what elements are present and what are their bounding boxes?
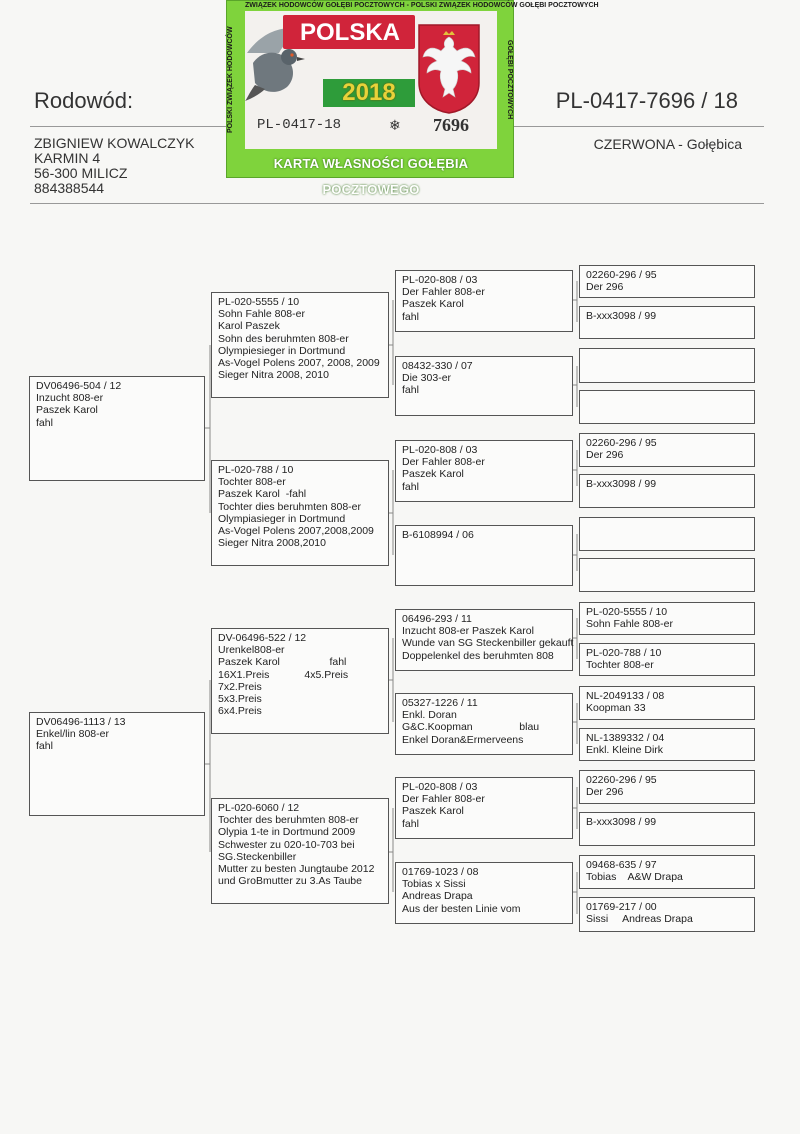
fff-line: Der Fahler 808-er [402, 286, 485, 299]
pedigree-mm [211, 798, 389, 904]
mfm-ring: 05327-1226 / 11 [402, 697, 478, 709]
pedigree-g4-11 [579, 686, 755, 720]
mff-line: Inzucht 808-er Paszek Karol [402, 625, 534, 638]
pedigree-g4-3 [579, 348, 755, 383]
father-line: Paszek Karol [36, 404, 98, 417]
pedigree-ffm [395, 356, 573, 416]
pedigree-mother [29, 712, 205, 816]
fm-line: Sieger Nitra 2008,2010 [218, 537, 326, 550]
mf-line: 6x4.Preis [218, 705, 262, 718]
mm-line: Mutter zu besten Jungtaube 2012 [218, 863, 375, 876]
mm-ring: PL-020-6060 / 12 [218, 802, 300, 814]
mf-line: Paszek Karol fahl [218, 656, 347, 669]
fff-line: Paszek Karol [402, 298, 464, 311]
g4-ring: PL-020-788 / 10 [586, 647, 662, 659]
g4-line: Koopman 33 [586, 702, 646, 715]
fmf-line: Paszek Karol [402, 468, 464, 481]
g4-line: Der 296 [586, 281, 624, 294]
g4-line: Sissi Andreas Drapa [586, 913, 693, 926]
snowflake-icon: ❄ [389, 117, 401, 133]
card-right-text: GOŁĘBI POCZTOWYCH [506, 40, 513, 120]
pedigree-g4-2 [579, 306, 755, 339]
card-top-text: ZWIĄZEK HODOWCÓW GOŁĘBI POCZTOWYCH - POLSKI ZWIĄZEK HODOWCÓW GOŁĘBI POCZTOWYCH [245, 2, 599, 9]
mfm-line: Enkel Doran&Ermerveens [402, 733, 524, 746]
mfm-line: Enkl. Doran [402, 709, 457, 722]
ff-line: Olympiesieger in Dortmund [218, 344, 346, 357]
card-left-text: POLSKI ZWIĄZEK HODOWCÓW [227, 26, 234, 134]
mother-ring: DV06496-1113 / 13 [36, 716, 126, 728]
pedigree-g4-12 [579, 728, 755, 761]
mf-line: Urenkel808-er [218, 644, 285, 657]
pedigree-mmf [395, 777, 573, 839]
mother-line: fahl [36, 740, 53, 753]
page-title: Rodowód: [34, 88, 134, 113]
pedigree-mfm [395, 693, 573, 755]
mm-line: Tochter des beruhmten 808-er [218, 814, 359, 827]
pedigree-g4-6 [579, 474, 755, 508]
fm-line: Olympiasieger in Dortmund [218, 512, 346, 525]
fmf-ring: PL-020-808 / 03 [402, 444, 478, 456]
fm-line: Tochter dies beruhmten 808-er [218, 500, 361, 513]
pedigree-father [29, 376, 205, 481]
pedigree-g4-4 [579, 390, 755, 424]
polska-title: POLSKA [299, 19, 400, 46]
pedigree-mmm [395, 862, 573, 924]
g4-ring: 01769-217 / 00 [586, 901, 657, 913]
ownership-card [226, 0, 599, 197]
pedigree-g4-5 [579, 433, 755, 467]
owner-name: ZBIGNIEW KOWALCZYK [34, 135, 195, 151]
mmm-line: Tobias x Sissi [402, 878, 466, 891]
g4-ring: 02260-296 / 95 [586, 437, 657, 449]
g4-ring: B-xxx3098 / 99 [586, 816, 657, 828]
mm-line: SG.Steckenbiller [218, 850, 297, 863]
g4-ring: 02260-296 / 95 [586, 269, 657, 281]
owner-phone: 884388544 [34, 180, 105, 196]
mfm-line: G&C.Koopman blau [402, 721, 540, 734]
fff-ring: PL-020-808 / 03 [402, 274, 478, 286]
fm-line: Tochter 808-er [218, 476, 286, 489]
pedigree-mff [395, 609, 573, 671]
card-ring-row [253, 113, 489, 139]
ff-line: Sieger Nitra 2008, 2010 [218, 369, 329, 382]
mf-line: 7x2.Preis [218, 680, 262, 693]
card-ring-code: PL-0417-18 [257, 117, 342, 133]
pedigree-ff [211, 292, 389, 398]
father-line: fahl [36, 416, 53, 429]
pedigree-g4-7 [579, 517, 755, 551]
mff-line: Wunde van SG Steckenbiller gekauft [402, 637, 574, 650]
ffm-ring: 08432-330 / 07 [402, 360, 473, 372]
mmf-line: fahl [402, 817, 419, 830]
color-sex: CZERWONA - Gołębica [593, 136, 742, 152]
card-caption: KARTA WŁASNOŚCI GOŁĘBIA POCZTOWEGO [273, 156, 469, 197]
ff-ring: PL-020-5555 / 10 [218, 296, 300, 308]
fm-line: As-Vogel Polens 2007,2008,2009 [218, 525, 374, 538]
g4-ring: PL-020-5555 / 10 [586, 606, 668, 618]
owner-street: KARMIN 4 [34, 150, 101, 166]
g4-ring: NL-2049133 / 08 [586, 690, 665, 702]
mm-line: und GroBmutter zu 3.As Taube [218, 875, 362, 888]
card-year: 2018 [342, 79, 396, 106]
ffm-line: fahl [402, 384, 419, 397]
mother-line: Enkel/lin 808-er [36, 728, 109, 741]
g4-line: Der 296 [586, 449, 624, 462]
mf-line: 5x3.Preis [218, 693, 262, 706]
ffm-line: Die 303-er [402, 372, 452, 385]
mmf-line: Der Fahler 808-er [402, 793, 485, 806]
g4-line: Tobias A&W Drapa [586, 871, 683, 884]
fmm-ring: B-6108994 / 06 [402, 529, 474, 541]
mf-line: 16X1.Preis 4x5.Preis [218, 668, 349, 681]
pedigree-g4-1 [579, 265, 755, 298]
ring-number: PL-0417-7696 / 18 [555, 88, 738, 113]
ff-line: Sohn Fahle 808-er [218, 308, 305, 321]
pedigree-fmf [395, 440, 573, 502]
mmm-line: Andreas Drapa [402, 890, 473, 903]
card-ring-number: 7696 [433, 115, 469, 135]
pedigree-g4-10 [579, 643, 755, 676]
pedigree-g4-16 [579, 897, 755, 932]
mmm-line: Aus der besten Linie vom [402, 902, 521, 915]
pedigree-mf [211, 628, 389, 734]
mm-line: Schwester zu 020-10-703 bei [218, 838, 355, 851]
mmm-ring: 01769-1023 / 08 [402, 866, 479, 878]
pedigree-fff [395, 270, 573, 332]
ff-line: Sohn des beruhmten 808-er [218, 332, 349, 345]
coat-of-arms-icon [417, 23, 481, 115]
mmf-ring: PL-020-808 / 03 [402, 781, 478, 793]
g4-ring: 02260-296 / 95 [586, 774, 657, 786]
mm-line: Olypia 1-te in Dortmund 2009 [218, 826, 356, 839]
g4-line: Sohn Fahle 808-er [586, 618, 673, 631]
father-ring: DV06496-504 / 12 [36, 380, 122, 392]
mff-line: Doppelenkel des beruhmten 808 [402, 649, 554, 662]
pedigree-g4-13 [579, 770, 755, 804]
pedigree-fm [211, 460, 389, 566]
g4-ring: B-xxx3098 / 99 [586, 478, 657, 490]
father-line: Inzucht 808-er [36, 392, 104, 405]
mmf-line: Paszek Karol [402, 805, 464, 818]
fm-ring: PL-020-788 / 10 [218, 464, 294, 476]
fmf-line: Der Fahler 808-er [402, 456, 485, 469]
pedigree-g4-14 [579, 812, 755, 846]
fm-line: Paszek Karol -fahl [218, 488, 307, 501]
pedigree-g4-8 [579, 558, 755, 592]
g4-ring: 09468-635 / 97 [586, 859, 657, 871]
ff-line: Karol Paszek [218, 320, 280, 333]
pedigree-fmm [395, 525, 573, 586]
pedigree-g4-15 [579, 855, 755, 889]
g4-line: Der 296 [586, 786, 624, 799]
owner-city: 56-300 MILICZ [34, 165, 128, 181]
ff-line: As-Vogel Polens 2007, 2008, 2009 [218, 357, 380, 370]
g4-ring: B-xxx3098 / 99 [586, 310, 657, 322]
mf-ring: DV-06496-522 / 12 [218, 632, 307, 644]
fff-line: fahl [402, 310, 419, 323]
g4-line: Tochter 808-er [586, 659, 654, 672]
pedigree-g4-9 [579, 602, 755, 635]
fmf-line: fahl [402, 480, 419, 493]
g4-ring: NL-1389332 / 04 [586, 732, 665, 744]
mff-ring: 06496-293 / 11 [402, 613, 472, 625]
g4-line: Enkl. Kleine Dirk [586, 744, 664, 757]
